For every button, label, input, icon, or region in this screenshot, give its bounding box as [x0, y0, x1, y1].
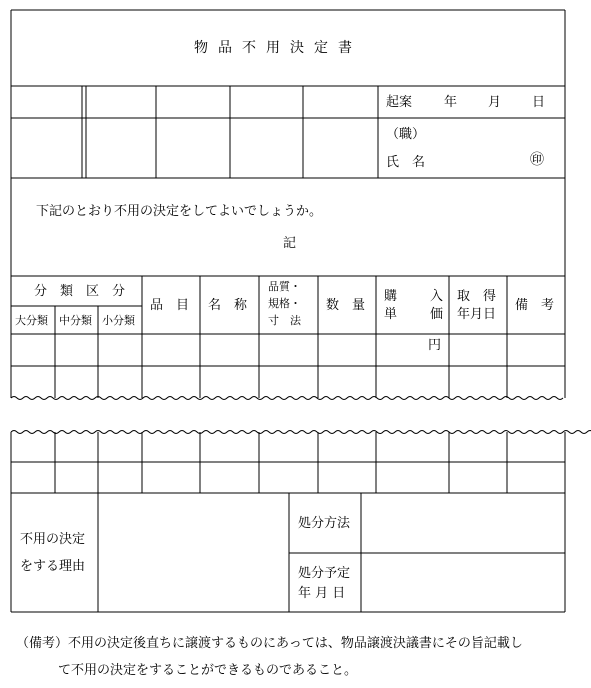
col-konyu-2: 入 [430, 289, 444, 304]
day-label: 日 [532, 95, 546, 110]
ki-label: 記 [283, 236, 297, 251]
col-konyu-4: 価 [430, 307, 444, 322]
col-hinshitsu-3: 寸 法 [268, 314, 301, 327]
reason-line-2: をする理由 [20, 559, 86, 574]
year-label: 年 [444, 95, 458, 110]
col-bunrui: 分 類 区 分 [34, 284, 126, 299]
col-meisho: 名 称 [208, 298, 248, 313]
note-line-2: て不用の決定をすることができるものであること。 [58, 663, 358, 678]
reason-line-1: 不用の決定 [20, 532, 86, 547]
seal-mark: ㊞ [530, 152, 544, 168]
col-biko: 備 考 [515, 298, 555, 313]
col-konyu-3: 単 [384, 307, 398, 322]
col-hinshitsu-2: 規格・ [268, 297, 301, 310]
note-line-1: （備考）不用の決定後直ちに譲渡するものにあっては、物品譲渡決議書にその旨記載し [16, 636, 523, 651]
col-suryo: 数 量 [326, 298, 366, 313]
col-dai: 大分類 [15, 314, 48, 327]
col-shutoku-2: 年月日 [457, 307, 497, 322]
col-chu: 中分類 [59, 314, 92, 327]
form-title: 物品不用決定書 [194, 40, 362, 56]
position-label: （職） [386, 127, 426, 142]
kian-label: 起案 [386, 95, 413, 110]
request-text: 下記のとおり不用の決定をしてよいでしょうか。 [36, 204, 323, 219]
break-line-top [11, 397, 563, 400]
disposal-method-label: 処分方法 [298, 516, 351, 531]
name-label: 氏 名 [386, 155, 426, 170]
col-hinmoku: 品 目 [150, 298, 190, 313]
col-hinshitsu-1: 品質・ [268, 280, 301, 293]
col-konyu-1: 購 [384, 289, 398, 304]
col-sho: 小分類 [102, 314, 135, 327]
col-shutoku-1: 取 得 [457, 289, 497, 304]
month-label: 月 [488, 95, 502, 110]
disposal-plan-line-1: 処分予定 [298, 566, 351, 581]
yen-unit: 円 [428, 338, 442, 353]
disposal-plan-line-2: 年 月 日 [298, 586, 346, 601]
